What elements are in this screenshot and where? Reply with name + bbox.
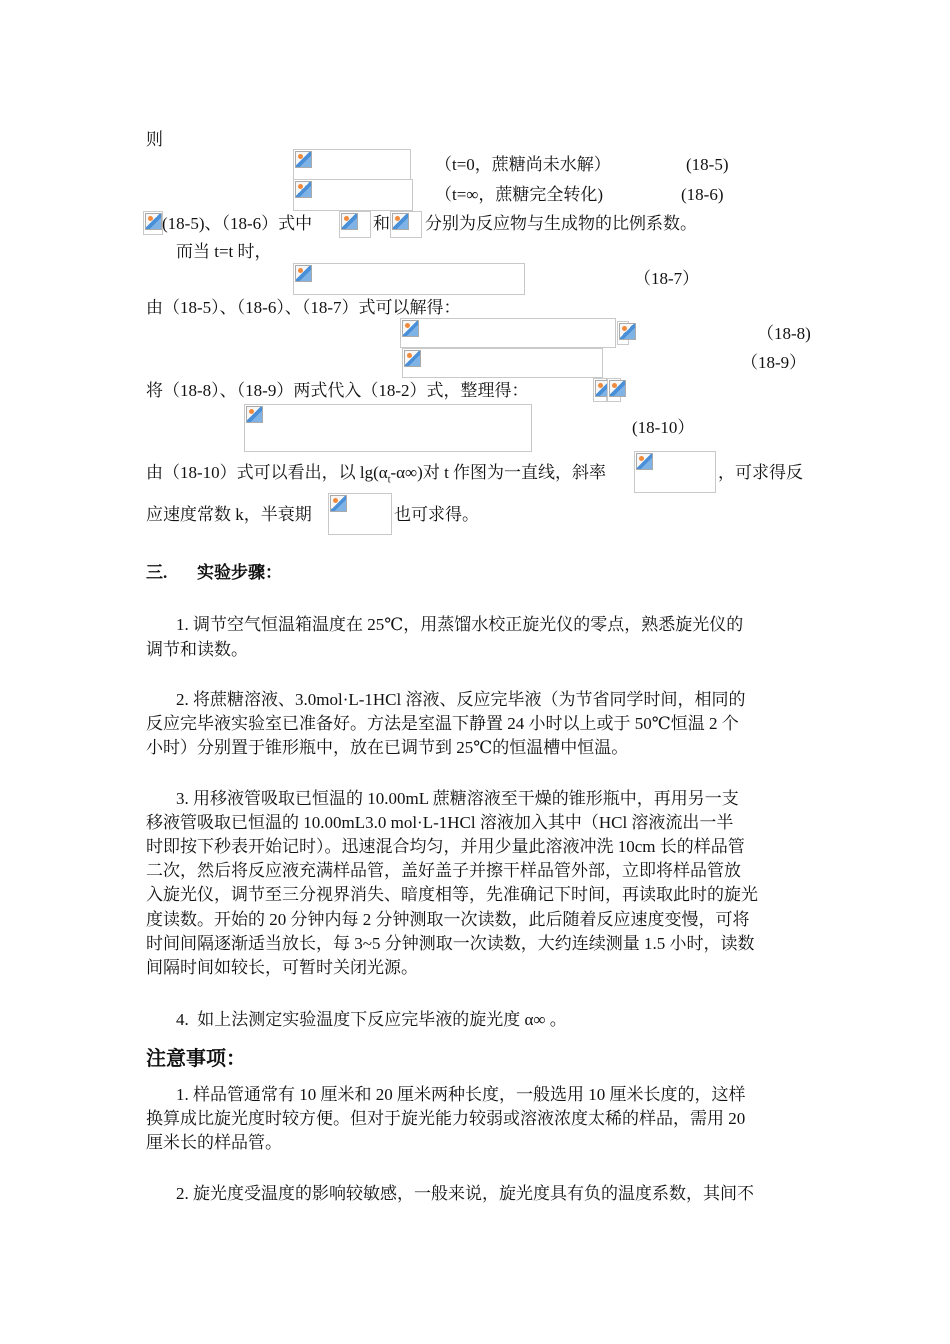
note1-line1: 1. 样品管通常有 10 厘米和 20 厘米两种长度，一般选用 10 厘米长度的，这样 xyxy=(176,1085,746,1104)
step3-line3: 时即按下秒表开始记时）。迅速混合均匀，并用少量此溶液冲洗 10cm 长的样品管 xyxy=(146,837,745,856)
note1-line3: 厘米长的样品管。 xyxy=(146,1133,282,1152)
notes-title: 注意事项： xyxy=(146,1048,246,1070)
text-line-11b: -α∞)对 t 作图为一直线，斜率 xyxy=(390,463,607,482)
eq8-number: （18-8) xyxy=(757,324,811,343)
formula-image-icon xyxy=(634,451,716,493)
step3-line1: 3. 用移液管吸取已恒温的 10.00mL 蔗糖溶液至干燥的锥形瓶中，再用另一支 xyxy=(176,789,739,808)
step2-line1: 2. 将蔗糖溶液、3.0mol·L-1HCl 溶液、反应完毕液（为节省同学时间，相同的 xyxy=(176,690,746,709)
formula-image-icon xyxy=(339,211,371,238)
note1-line2: 换算成比旋光度时较方便。但对于旋光能力较弱或溶液浓度太稀的样品，需用 20 xyxy=(146,1109,746,1128)
eq10-number: (18-10） xyxy=(632,418,695,437)
step3-line7: 时间间隔逐渐适当放长，每 3~5 分钟测取一次读数，大约连续测量 1.5 小时，读数 xyxy=(146,934,755,953)
text-line-3a: (18-5)、（18-6）式中 xyxy=(162,214,313,233)
text-line-3c: 分别为反应物与生成物的比例系数。 xyxy=(425,214,697,233)
step1-line2: 调节和读数。 xyxy=(146,640,248,659)
text-line-11c: ，可求得反 xyxy=(718,463,803,482)
formula-image-icon xyxy=(593,378,607,402)
eq6-condition: （t=∞，蔗糖完全转化) xyxy=(435,185,604,204)
formula-image-icon xyxy=(402,348,603,378)
formula-image-icon xyxy=(607,378,621,402)
formula-image-icon xyxy=(293,179,413,211)
formula-image-icon xyxy=(293,149,411,183)
text-line-6: 由（18-5）、（18-6）、（18-7）式可以解得： xyxy=(146,298,461,317)
formula-image-icon xyxy=(244,404,532,452)
formula-image-icon xyxy=(293,263,525,295)
eq5-condition: （t=0，蔗糖尚未水解） xyxy=(435,155,611,174)
step3-line5: 入旋光仪，调节至三分视界消失、暗度相等，先准确记下时间，再读取此时的旋光 xyxy=(146,885,758,904)
note2-line1: 2. 旋光度受温度的影响较敏感，一般来说，旋光度具有负的温度系数，其间不 xyxy=(176,1184,754,1203)
text-line-4: 而当 t=t 时， xyxy=(176,242,272,261)
eq6-number: (18-6) xyxy=(681,185,724,204)
eq7-number: （18-7） xyxy=(634,269,700,288)
text-line-3b: 和 xyxy=(373,214,390,233)
step3-line6: 度读数。开始的 20 分钟内每 2 分钟测取一次读数，此后随着反应速度变慢，可将 xyxy=(146,910,750,929)
formula-image-icon xyxy=(400,318,616,348)
eq5-number: (18-5) xyxy=(686,155,729,174)
section-title: 三. 实验步骤： xyxy=(146,563,282,582)
formula-image-icon xyxy=(143,211,163,235)
step3-line8: 间隔时间如较长，可暂时关闭光源。 xyxy=(146,958,418,977)
text-line-11 xyxy=(146,462,606,491)
step3-line4: 二次，然后将反应液充满样品管，盖好盖子并擦干样品管外部，立即将样品管放 xyxy=(146,861,741,880)
step2-line3: 小时）分别置于锥形瓶中，放在已调节到 25℃的恒温槽中恒温。 xyxy=(146,738,629,757)
subscript-t: t xyxy=(387,474,391,486)
text-line-12a: 应速度常数 k，半衰期 xyxy=(146,505,312,524)
formula-image-icon xyxy=(390,211,422,238)
text-line-12b: 也可求得。 xyxy=(394,505,479,524)
text-ze: 则 xyxy=(146,130,163,149)
formula-image-icon xyxy=(617,321,629,345)
step1-line1: 1. 调节空气恒温箱温度在 25℃，用蒸馏水校正旋光仪的零点，熟悉旋光仪的 xyxy=(176,615,744,634)
step3-line2: 移液管吸取已恒温的 10.00mL3.0 mol·L-1HCl 溶液加入其中（HCl 溶液流出一半 xyxy=(146,813,734,832)
text-line-11a: 由（18-10）式可以看出，以 lg(α xyxy=(146,463,388,482)
text-line-9: 将（18-8）、（18-9）两式代入（18-2）式，整理得： xyxy=(146,381,529,400)
eq9-number: （18-9） xyxy=(741,353,807,372)
step2-line2: 反应完毕液实验室已准备好。方法是室温下静置 24 小时以上或于 50℃恒温 2 个 xyxy=(146,714,739,733)
formula-image-icon xyxy=(328,493,392,535)
step4-line1: 4. 如上法测定实验温度下反应完毕液的旋光度 α∞ 。 xyxy=(176,1010,567,1029)
